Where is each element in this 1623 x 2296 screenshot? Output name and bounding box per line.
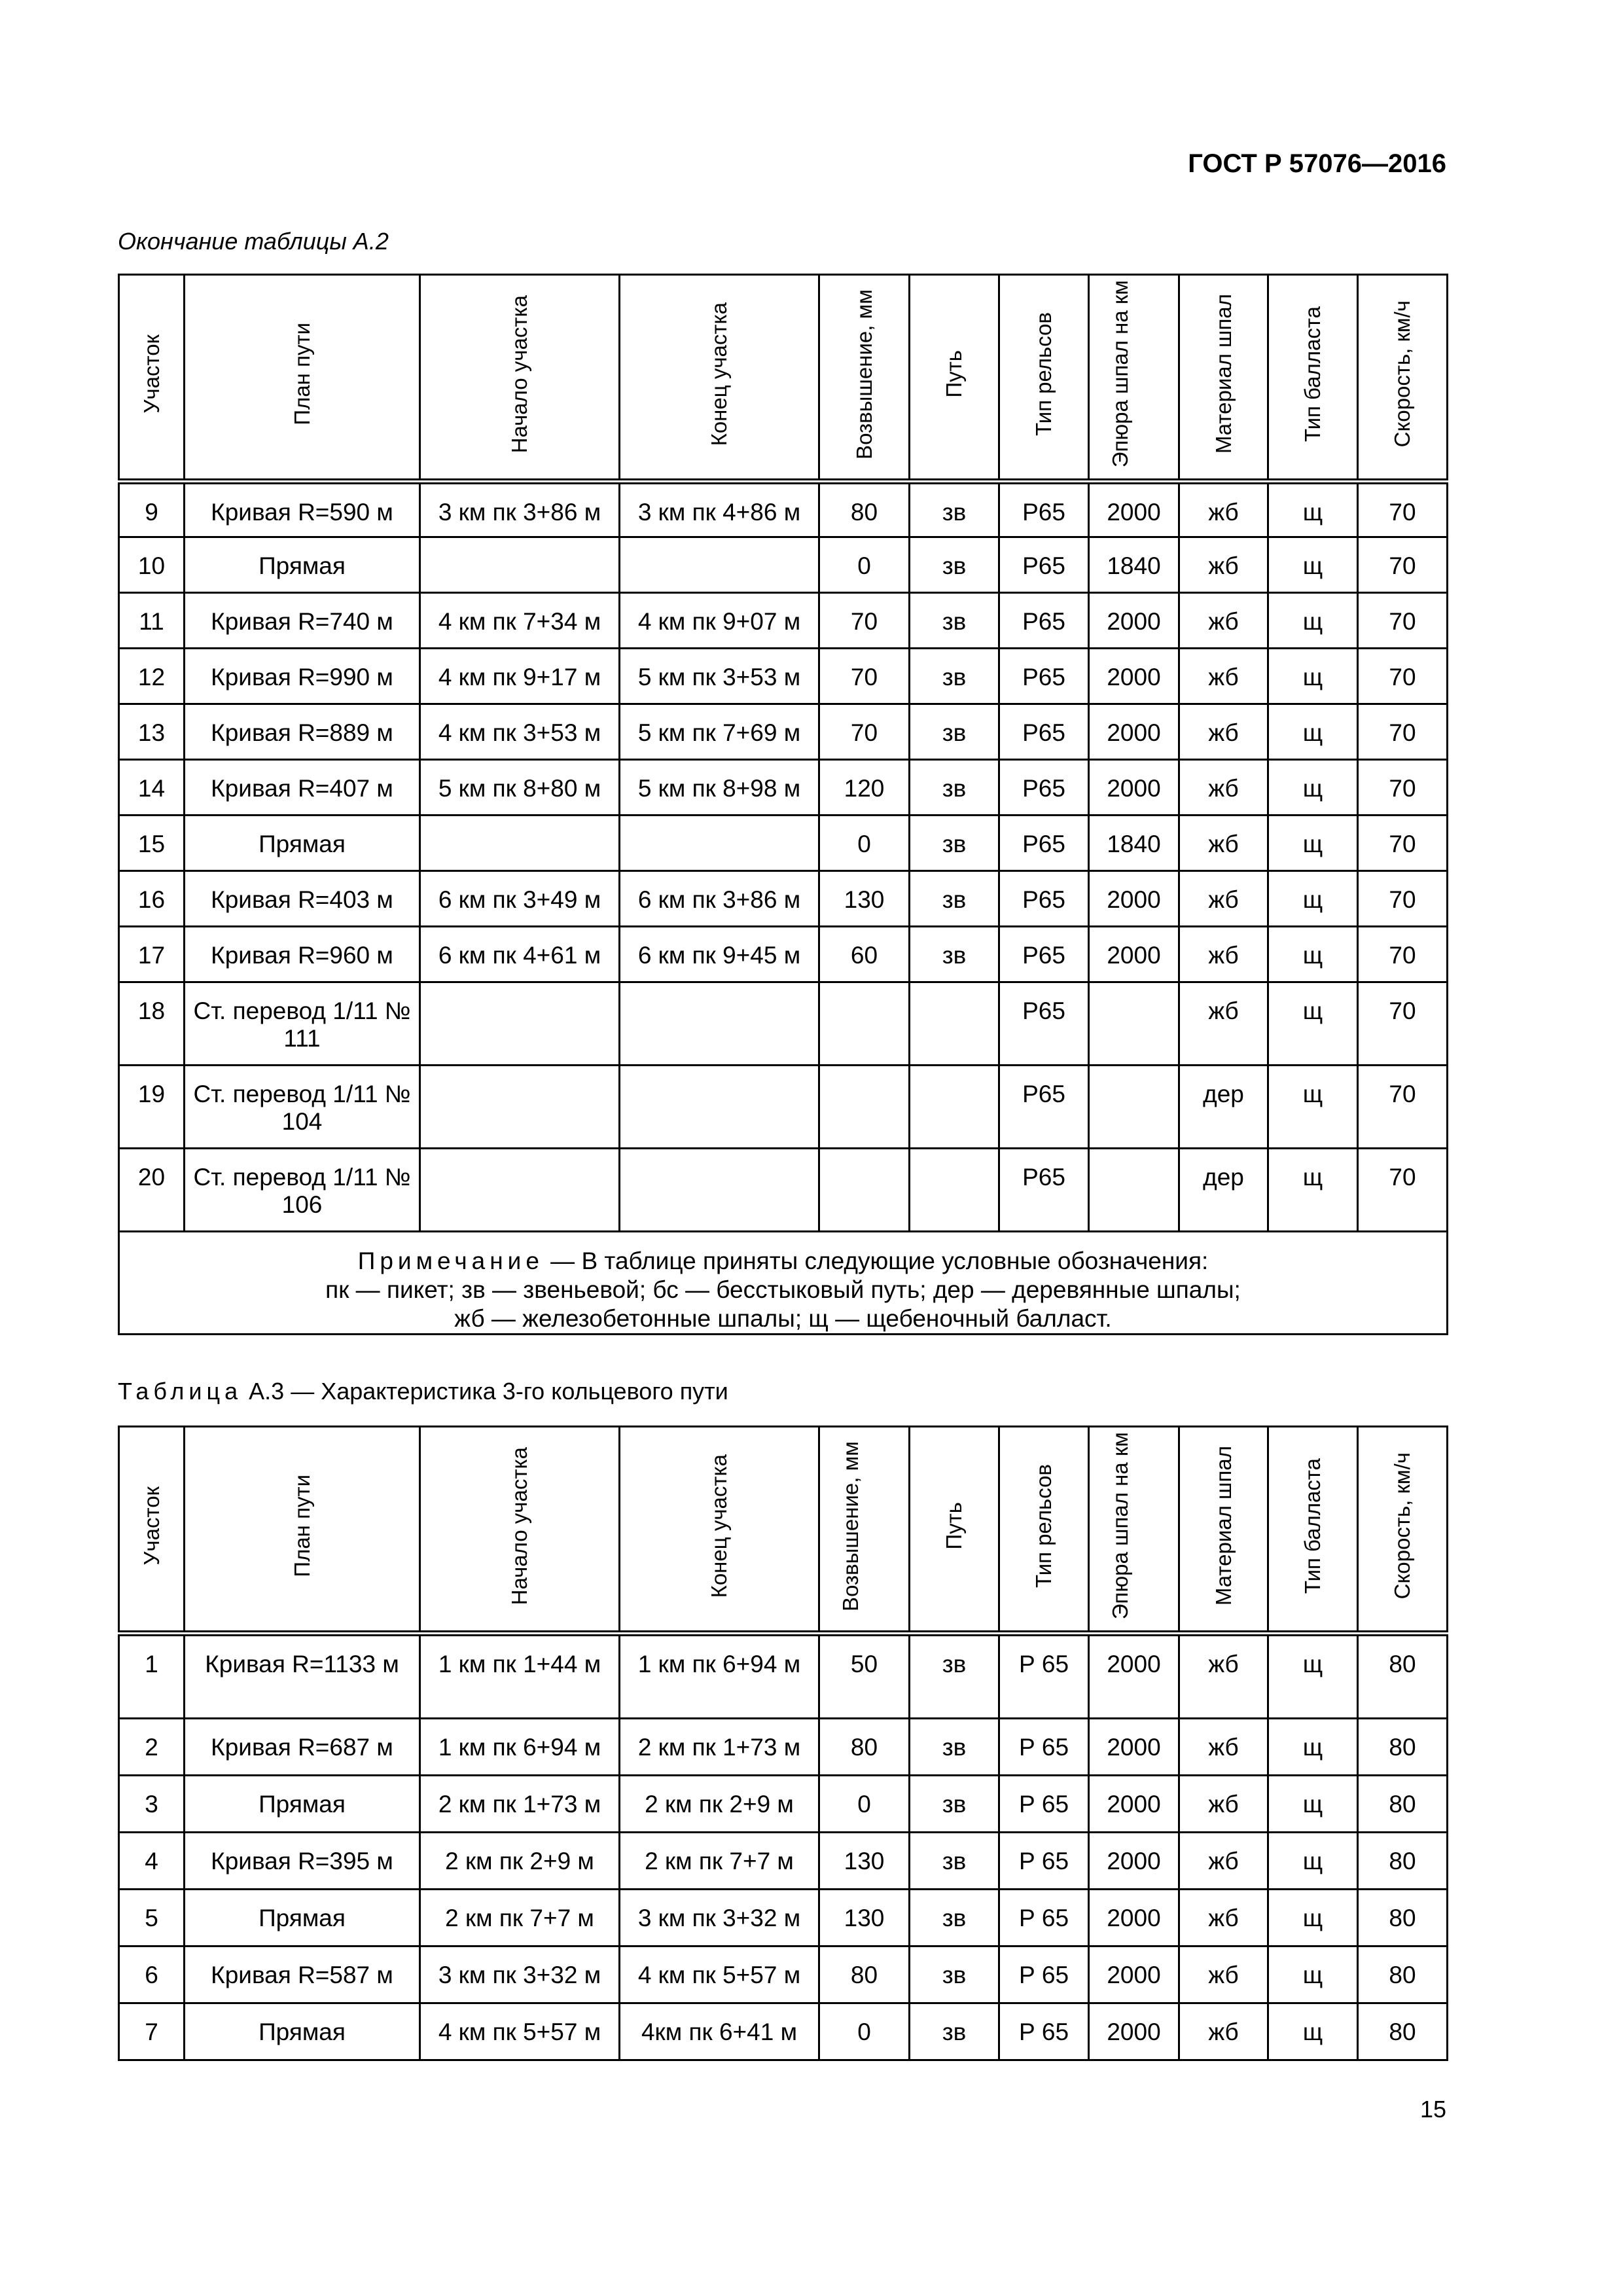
table-cell: Р65 bbox=[999, 816, 1089, 871]
table-cell: 130 bbox=[819, 871, 910, 927]
table-cell bbox=[910, 982, 999, 1066]
table-cell: 9 bbox=[119, 482, 185, 537]
col-header: Конец участка bbox=[620, 1427, 819, 1634]
table-cell: 18 bbox=[119, 982, 185, 1066]
table-cell: Р65 bbox=[999, 537, 1089, 593]
table-cell: жб bbox=[1179, 1833, 1268, 1890]
table-cell: Прямая bbox=[185, 2003, 420, 2060]
col-header: Участок bbox=[119, 1427, 185, 1634]
col-header: План пути bbox=[185, 1427, 420, 1634]
col-header: Тип рельсов bbox=[999, 275, 1089, 482]
table-cell: жб bbox=[1179, 871, 1268, 927]
table-cell: 70 bbox=[1358, 537, 1448, 593]
table-cell: щ bbox=[1268, 760, 1358, 816]
table-cell: Р65 bbox=[999, 593, 1089, 649]
table-cell: 4 км пк 7+34 м bbox=[420, 593, 620, 649]
table-cell: Кривая R=590 м bbox=[185, 482, 420, 537]
table-cell: дер bbox=[1179, 1066, 1268, 1149]
table-cell: Р65 bbox=[999, 1066, 1089, 1149]
table-cell: 5 км пк 8+98 м bbox=[620, 760, 819, 816]
table-cell: 1840 bbox=[1089, 537, 1179, 593]
table-cell: зв bbox=[910, 482, 999, 537]
table-cell: 4 км пк 5+57 м bbox=[420, 2003, 620, 2060]
table-cell: 3 км пк 4+86 м bbox=[620, 482, 819, 537]
table-cell: зв bbox=[910, 816, 999, 871]
col-header: Эпюра шпал на км bbox=[1089, 1427, 1179, 1634]
table-cell: 2000 bbox=[1089, 1776, 1179, 1833]
table-cell: жб bbox=[1179, 1634, 1268, 1719]
table-cell: 2 км пк 7+7 м bbox=[620, 1833, 819, 1890]
table-cell: зв bbox=[910, 927, 999, 982]
table-a2-note-row bbox=[119, 1232, 1448, 1335]
table-row bbox=[119, 871, 1448, 927]
table-cell: 80 bbox=[1358, 1719, 1448, 1776]
table-cell: 0 bbox=[819, 2003, 910, 2060]
table-cell: 3 bbox=[119, 1776, 185, 1833]
table-row bbox=[119, 1066, 1448, 1149]
table-cell: Кривая R=395 м bbox=[185, 1833, 420, 1890]
table-cell: дер bbox=[1179, 1149, 1268, 1232]
table-row bbox=[119, 816, 1448, 871]
col-header: Тип балласта bbox=[1268, 275, 1358, 482]
table-row bbox=[119, 2003, 1448, 2060]
table-cell: 70 bbox=[1358, 871, 1448, 927]
table-cell: 0 bbox=[819, 816, 910, 871]
table-cell: 1840 bbox=[1089, 816, 1179, 871]
table-cell: жб bbox=[1179, 816, 1268, 871]
table-row bbox=[119, 704, 1448, 760]
table-cell: 80 bbox=[819, 482, 910, 537]
col-header: План пути bbox=[185, 275, 420, 482]
table-cell bbox=[420, 1149, 620, 1232]
table-cell: 70 bbox=[819, 649, 910, 704]
table-cell bbox=[1089, 982, 1179, 1066]
table-cell: Кривая R=587 м bbox=[185, 1946, 420, 2003]
table-cell: 4 bbox=[119, 1833, 185, 1890]
table-cell bbox=[620, 982, 819, 1066]
table-cell: зв bbox=[910, 760, 999, 816]
table-cell: 4км пк 6+41 м bbox=[620, 2003, 819, 2060]
table-cell: жб bbox=[1179, 704, 1268, 760]
table-cell: щ bbox=[1268, 482, 1358, 537]
table-cell: 4 км пк 3+53 м bbox=[420, 704, 620, 760]
table-note bbox=[119, 1232, 1448, 1335]
table-cell: 2000 bbox=[1089, 1946, 1179, 2003]
table-cell: 20 bbox=[119, 1149, 185, 1232]
table-cell: 6 км пк 3+49 м bbox=[420, 871, 620, 927]
table-cell: 70 bbox=[1358, 927, 1448, 982]
table-cell: зв bbox=[910, 649, 999, 704]
table-cell: 4 км пк 9+17 м bbox=[420, 649, 620, 704]
table-cell bbox=[1089, 1066, 1179, 1149]
table-cell: щ bbox=[1268, 816, 1358, 871]
col-header: Путь bbox=[910, 275, 999, 482]
table-cell: 4 км пк 9+07 м bbox=[620, 593, 819, 649]
table-cell: зв bbox=[910, 1634, 999, 1719]
table-row bbox=[119, 927, 1448, 982]
table-cell: жб bbox=[1179, 760, 1268, 816]
table-cell: 1 км пк 1+44 м bbox=[420, 1634, 620, 1719]
table-row bbox=[119, 982, 1448, 1066]
table-row bbox=[119, 1890, 1448, 1946]
table-cell bbox=[420, 816, 620, 871]
table-cell: 0 bbox=[819, 537, 910, 593]
table-cell: Р65 bbox=[999, 704, 1089, 760]
table-cell: Прямая bbox=[185, 816, 420, 871]
table-cell: Р 65 bbox=[999, 1719, 1089, 1776]
table-cell: 80 bbox=[1358, 1833, 1448, 1890]
table-cell bbox=[620, 1149, 819, 1232]
table-row bbox=[119, 1946, 1448, 2003]
table-cell: щ bbox=[1268, 1833, 1358, 1890]
table-cell: 7 bbox=[119, 2003, 185, 2060]
table-cell: щ bbox=[1268, 1149, 1358, 1232]
note-line-3: жб — железобетонные шпалы; щ — щебеночный балласт. bbox=[454, 1305, 1112, 1332]
table-cell: 70 bbox=[1358, 760, 1448, 816]
table-cell: 2 км пк 1+73 м bbox=[620, 1719, 819, 1776]
table-cell: 2000 bbox=[1089, 1719, 1179, 1776]
table-cell bbox=[620, 537, 819, 593]
table-cell: жб bbox=[1179, 927, 1268, 982]
table-cell: 70 bbox=[1358, 816, 1448, 871]
table-cell: 2000 bbox=[1089, 2003, 1179, 2060]
table-cell: Р65 bbox=[999, 1149, 1089, 1232]
table-cell: жб bbox=[1179, 1890, 1268, 1946]
table-cell: 13 bbox=[119, 704, 185, 760]
table-row bbox=[119, 1149, 1448, 1232]
table-cell: 130 bbox=[819, 1833, 910, 1890]
col-header: Путь bbox=[910, 1427, 999, 1634]
table-cell: 15 bbox=[119, 816, 185, 871]
table-cell bbox=[819, 982, 910, 1066]
table-cell: 50 bbox=[819, 1634, 910, 1719]
table-row bbox=[119, 482, 1448, 537]
table-cell: 6 км пк 4+61 м bbox=[420, 927, 620, 982]
table-row bbox=[119, 1833, 1448, 1890]
note-line-1: — В таблице приняты следующие условные обозначения: bbox=[543, 1247, 1209, 1274]
table-cell: 70 bbox=[1358, 593, 1448, 649]
table-cell bbox=[620, 1066, 819, 1149]
table-cell: 120 bbox=[819, 760, 910, 816]
col-header: Возвышение, мм bbox=[819, 275, 910, 482]
table-cell: жб bbox=[1179, 537, 1268, 593]
table-row bbox=[119, 1719, 1448, 1776]
table-cell: щ bbox=[1268, 2003, 1358, 2060]
col-header: Тип рельсов bbox=[999, 1427, 1089, 1634]
note-label: Примечание bbox=[357, 1247, 544, 1274]
table-cell: жб bbox=[1179, 593, 1268, 649]
table-cell: 70 bbox=[819, 704, 910, 760]
table-cell: 17 bbox=[119, 927, 185, 982]
table-cell: зв bbox=[910, 1833, 999, 1890]
table-cell: 80 bbox=[819, 1719, 910, 1776]
table-a2 bbox=[118, 274, 1448, 1335]
table-cell: 1 км пк 6+94 м bbox=[620, 1634, 819, 1719]
note-line-2: пк — пикет; зв — звеньевой; бс — бесстыковый путь; дер — деревянные шпалы; bbox=[325, 1276, 1241, 1303]
table-cell: Р 65 bbox=[999, 1946, 1089, 2003]
table-cell: Р65 bbox=[999, 649, 1089, 704]
table-cell: Р65 bbox=[999, 927, 1089, 982]
table-cell: 2000 bbox=[1089, 760, 1179, 816]
col-header: Возвышение, мм bbox=[819, 1427, 910, 1634]
table-cell: 2000 bbox=[1089, 482, 1179, 537]
table-cell: щ bbox=[1268, 982, 1358, 1066]
table-cell: 70 bbox=[1358, 982, 1448, 1066]
table-cell: щ bbox=[1268, 1719, 1358, 1776]
table-cell: 2 км пк 1+73 м bbox=[420, 1776, 620, 1833]
table-cell: 80 bbox=[1358, 1634, 1448, 1719]
table-cell: 70 bbox=[1358, 482, 1448, 537]
table-cell: зв bbox=[910, 1776, 999, 1833]
table-cell: зв bbox=[910, 537, 999, 593]
table-a3 bbox=[118, 1426, 1448, 2061]
table-cell bbox=[910, 1066, 999, 1149]
col-header: Начало участка bbox=[420, 1427, 620, 1634]
table-cell: 5 км пк 7+69 м bbox=[620, 704, 819, 760]
table-cell: Р 65 bbox=[999, 1890, 1089, 1946]
table-cell: Р 65 bbox=[999, 1833, 1089, 1890]
table-cell: 2 км пк 2+9 м bbox=[420, 1833, 620, 1890]
page-number: 15 bbox=[1419, 2096, 1446, 2123]
table-a3-caption: Таблица А.3 — Характеристика 3-го кольцевого пути bbox=[118, 1378, 728, 1405]
table-cell: 2000 bbox=[1089, 1890, 1179, 1946]
table-cell: 6 bbox=[119, 1946, 185, 2003]
table-cell: зв bbox=[910, 1719, 999, 1776]
table-cell: жб bbox=[1179, 1776, 1268, 1833]
table-row bbox=[119, 593, 1448, 649]
table-cell: 80 bbox=[819, 1946, 910, 2003]
table-cell: 80 bbox=[1358, 2003, 1448, 2060]
table-cell bbox=[420, 982, 620, 1066]
table-cell: щ bbox=[1268, 1634, 1358, 1719]
table-row bbox=[119, 649, 1448, 704]
table-cell: 1 км пк 6+94 м bbox=[420, 1719, 620, 1776]
table-cell: Р 65 bbox=[999, 1634, 1089, 1719]
table-row bbox=[119, 1634, 1448, 1719]
table-cell: щ bbox=[1268, 1776, 1358, 1833]
col-header: Материал шпал bbox=[1179, 275, 1268, 482]
table-cell: зв bbox=[910, 704, 999, 760]
table-cell: жб bbox=[1179, 2003, 1268, 2060]
table-a3-header-row bbox=[119, 1427, 1448, 1634]
table-cell: щ bbox=[1268, 1890, 1358, 1946]
table-cell: зв bbox=[910, 1946, 999, 2003]
table-cell: Кривая R=960 м bbox=[185, 927, 420, 982]
col-header: Скорость, км/ч bbox=[1358, 275, 1448, 482]
table-cell: зв bbox=[910, 1890, 999, 1946]
col-header: Скорость, км/ч bbox=[1358, 1427, 1448, 1634]
col-header: Участок bbox=[119, 275, 185, 482]
table-cell: 2 км пк 7+7 м bbox=[420, 1890, 620, 1946]
table-row bbox=[119, 1776, 1448, 1833]
table-cell: жб bbox=[1179, 1719, 1268, 1776]
table-cell: Ст. перевод 1/11 № 111 bbox=[185, 982, 420, 1066]
table-cell: щ bbox=[1268, 704, 1358, 760]
table-cell: 80 bbox=[1358, 1776, 1448, 1833]
table-cell bbox=[620, 816, 819, 871]
table-cell: 2000 bbox=[1089, 1634, 1179, 1719]
table-cell: 5 bbox=[119, 1890, 185, 1946]
table-a2-header-row bbox=[119, 275, 1448, 482]
table-cell bbox=[420, 1066, 620, 1149]
table-cell: 60 bbox=[819, 927, 910, 982]
table-cell: 2000 bbox=[1089, 704, 1179, 760]
table-cell: 2000 bbox=[1089, 593, 1179, 649]
table-cell: Кривая R=889 м bbox=[185, 704, 420, 760]
table-cell: 70 bbox=[1358, 649, 1448, 704]
table-cell bbox=[819, 1149, 910, 1232]
table-cell: 70 bbox=[1358, 1066, 1448, 1149]
table-cell: Р 65 bbox=[999, 2003, 1089, 2060]
table-cell: Прямая bbox=[185, 537, 420, 593]
table-cell: Ст. перевод 1/11 № 104 bbox=[185, 1066, 420, 1149]
table-cell: зв bbox=[910, 871, 999, 927]
table-cell: 80 bbox=[1358, 1946, 1448, 2003]
table-cell: 6 км пк 9+45 м bbox=[620, 927, 819, 982]
table-cell: 2000 bbox=[1089, 649, 1179, 704]
table-cell: 2000 bbox=[1089, 927, 1179, 982]
col-header: Эпюра шпал на км bbox=[1089, 275, 1179, 482]
table-a2-caption: Окончание таблицы А.2 bbox=[118, 228, 389, 255]
table-cell: 3 км пк 3+86 м bbox=[420, 482, 620, 537]
table-row bbox=[119, 537, 1448, 593]
table-cell: Прямая bbox=[185, 1776, 420, 1833]
table-cell: щ bbox=[1268, 871, 1358, 927]
table-cell bbox=[910, 1149, 999, 1232]
table-cell: 14 bbox=[119, 760, 185, 816]
table-cell: Р65 bbox=[999, 871, 1089, 927]
table-cell: 2 км пк 2+9 м bbox=[620, 1776, 819, 1833]
table-cell bbox=[819, 1066, 910, 1149]
table-cell: 70 bbox=[819, 593, 910, 649]
table-cell: щ bbox=[1268, 649, 1358, 704]
table-cell: 70 bbox=[1358, 704, 1448, 760]
table-cell: жб bbox=[1179, 1946, 1268, 2003]
table-cell: Кривая R=990 м bbox=[185, 649, 420, 704]
table-cell: Кривая R=403 м bbox=[185, 871, 420, 927]
table-cell: Прямая bbox=[185, 1890, 420, 1946]
table-cell: 0 bbox=[819, 1776, 910, 1833]
table-cell: зв bbox=[910, 2003, 999, 2060]
table-cell: 5 км пк 8+80 м bbox=[420, 760, 620, 816]
col-header: Начало участка bbox=[420, 275, 620, 482]
table-cell: Р65 bbox=[999, 482, 1089, 537]
table-cell: 10 bbox=[119, 537, 185, 593]
table-cell: 2000 bbox=[1089, 1833, 1179, 1890]
table-cell: 19 bbox=[119, 1066, 185, 1149]
table-cell bbox=[1089, 1149, 1179, 1232]
table-cell: 12 bbox=[119, 649, 185, 704]
table-cell: 70 bbox=[1358, 1149, 1448, 1232]
table-cell: щ bbox=[1268, 593, 1358, 649]
table-cell: Кривая R=740 м bbox=[185, 593, 420, 649]
table-cell: щ bbox=[1268, 1066, 1358, 1149]
table-cell: 2000 bbox=[1089, 871, 1179, 927]
table-cell: жб bbox=[1179, 482, 1268, 537]
col-header: Материал шпал bbox=[1179, 1427, 1268, 1634]
table-cell: щ bbox=[1268, 537, 1358, 593]
table-cell: 3 км пк 3+32 м bbox=[620, 1890, 819, 1946]
table-cell: жб bbox=[1179, 649, 1268, 704]
table-cell: жб bbox=[1179, 982, 1268, 1066]
table-cell: Р 65 bbox=[999, 1776, 1089, 1833]
table-cell: 5 км пк 3+53 м bbox=[620, 649, 819, 704]
table-cell: 11 bbox=[119, 593, 185, 649]
table-cell bbox=[420, 537, 620, 593]
table-cell: 6 км пк 3+86 м bbox=[620, 871, 819, 927]
table-cell: щ bbox=[1268, 1946, 1358, 2003]
col-header: Тип балласта bbox=[1268, 1427, 1358, 1634]
table-cell: 80 bbox=[1358, 1890, 1448, 1946]
table-cell: 3 км пк 3+32 м bbox=[420, 1946, 620, 2003]
table-cell: 16 bbox=[119, 871, 185, 927]
table-cell: Ст. перевод 1/11 № 106 bbox=[185, 1149, 420, 1232]
table-row bbox=[119, 760, 1448, 816]
table-cell: Кривая R=687 м bbox=[185, 1719, 420, 1776]
table-cell: Кривая R=407 м bbox=[185, 760, 420, 816]
table-cell: 1 bbox=[119, 1634, 185, 1719]
table-cell: щ bbox=[1268, 927, 1358, 982]
table-cell: Кривая R=1133 м bbox=[185, 1634, 420, 1719]
document-code: ГОСТ Р 57076—2016 bbox=[1188, 149, 1446, 178]
table-cell: 4 км пк 5+57 м bbox=[620, 1946, 819, 2003]
table-cell: зв bbox=[910, 593, 999, 649]
table-cell: Р65 bbox=[999, 982, 1089, 1066]
table-cell: 2 bbox=[119, 1719, 185, 1776]
col-header: Конец участка bbox=[620, 275, 819, 482]
table-cell: Р65 bbox=[999, 760, 1089, 816]
table-cell: 130 bbox=[819, 1890, 910, 1946]
